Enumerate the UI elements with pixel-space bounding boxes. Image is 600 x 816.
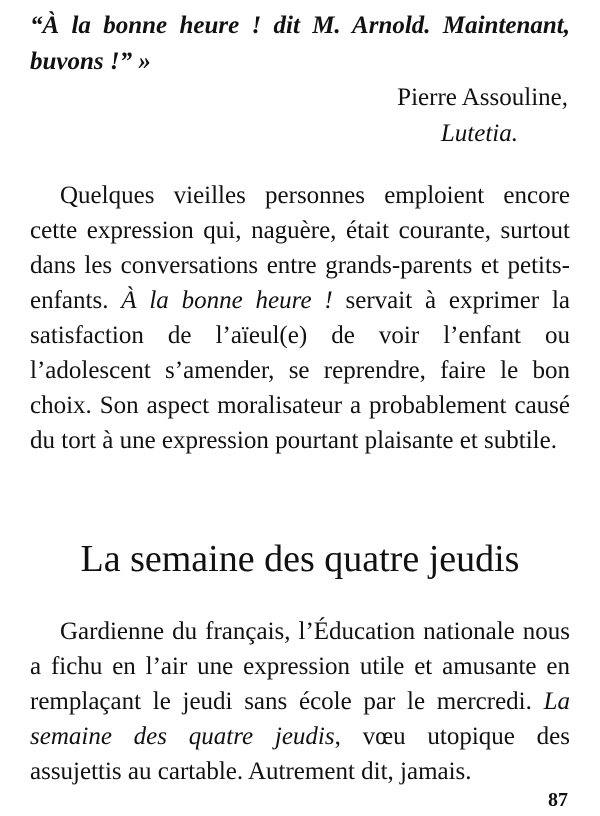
section1-italic-expression: À la bonne heure ! bbox=[121, 287, 333, 314]
section2-heading: La semaine des quatre jeudis bbox=[80, 538, 520, 580]
section2-text-before: Gardienne du français, l’Éducation nationale nous a fichu en l’air une expression utile et amusante en remplaçant le jeudi sans école par le mercredi. bbox=[30, 618, 570, 715]
section2-paragraph bbox=[30, 614, 570, 789]
section1-text-before: Quelques vieilles personnes emploient encore cette expression qui, naguère, était courante, surtout dans les conversations entre grands-parents et petits-enfants. bbox=[30, 182, 570, 314]
epigraph-quote: “À la bonne heure ! dit M. Arnold. Maintenant, buvons !” » bbox=[30, 12, 570, 75]
epigraph-work: Lutetia. bbox=[440, 120, 518, 147]
section2-italic-expression: La semaine des quatre jeudis bbox=[30, 688, 570, 750]
section1-paragraph bbox=[30, 178, 570, 458]
page-number: 87 bbox=[548, 789, 568, 811]
section2-text-after: , vœu utopique des assujettis au cartable. Autrement dit, jamais. bbox=[30, 723, 570, 785]
section1-text-after: servait à exprimer la satisfaction de l’aïeul(e) de voir l’enfant ou l’adolescent s’amender, se reprendre, faire le bon choix. Son aspect moralisateur a probablement causé du tort à une expression pourtant plaisante et subtile. bbox=[30, 287, 570, 454]
epigraph-author: Pierre Assouline, bbox=[397, 84, 568, 111]
